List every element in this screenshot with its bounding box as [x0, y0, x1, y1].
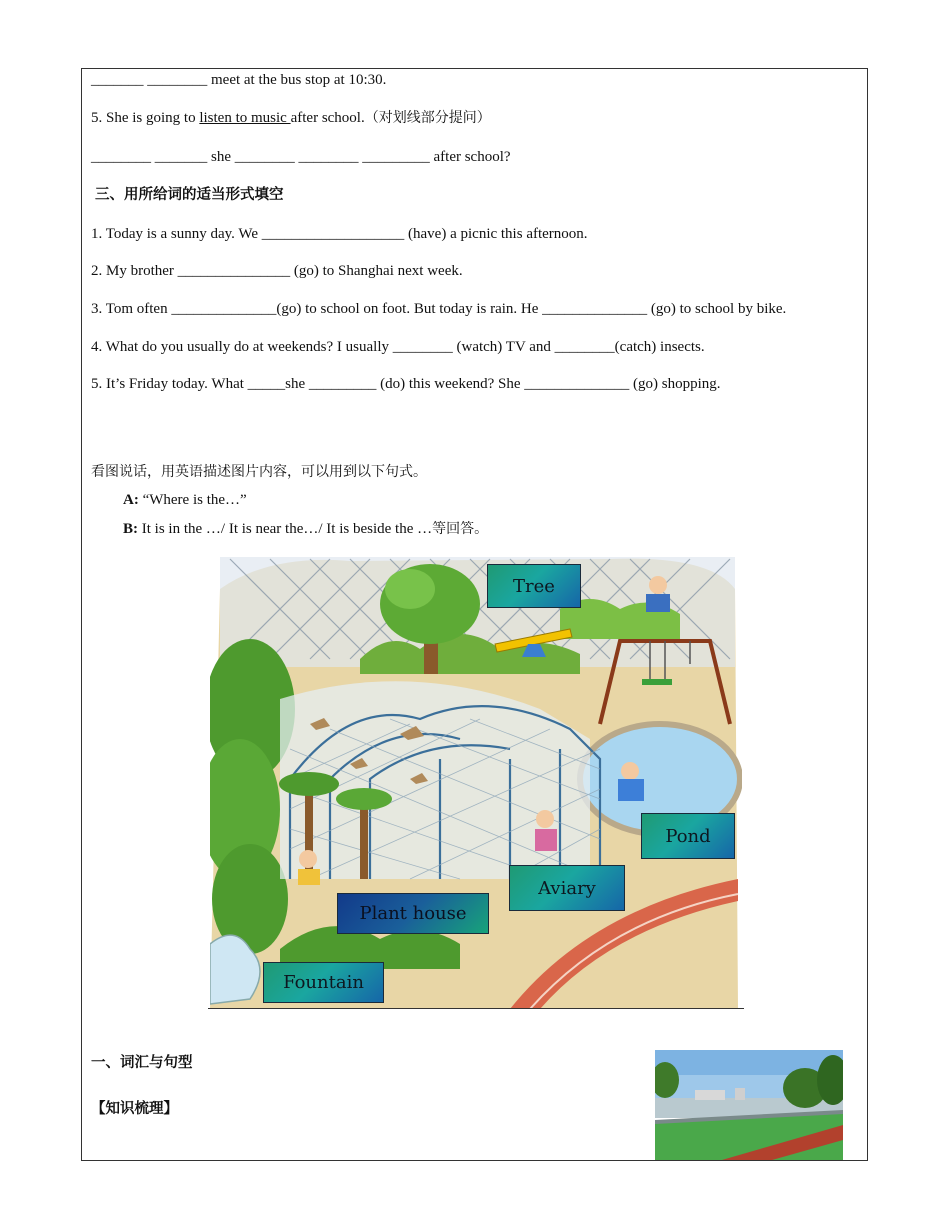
park-photo-drawing — [655, 1050, 843, 1161]
q5-answer-line: ________ _______ she ________ ________ _________ after school? — [91, 149, 511, 165]
section-3-heading: 三、用所给词的适当形式填空 — [95, 187, 284, 203]
worksheet-frame — [81, 68, 868, 1161]
knowledge-summary-heading: 【知识梳理】 — [91, 1101, 178, 1117]
fill-item-5: 5. It’s Friday today. What _____she _________ (do) this weekend? She ______________ (go) shopping. — [91, 376, 721, 392]
q4-answer-line: _______ ________ meet at the bus stop at 10:30. — [91, 72, 387, 88]
park-photo — [655, 1050, 843, 1161]
speaker-b-text: It is in the …/ It is near the…/ It is beside the … — [138, 521, 433, 537]
speaking-instruction: 看图说话，用英语描述图片内容，可以用到以下句式。 — [91, 464, 427, 480]
q5-underlined-phrase: listen to music — [199, 110, 291, 126]
speaker-b-suffix: 等回答。 — [432, 521, 489, 537]
park-scene-drawing — [210, 549, 742, 1009]
speaker-b-label: B: — [123, 521, 138, 537]
section-vocab-heading: 一、词汇与句型 — [91, 1055, 193, 1071]
fill-item-2: 2. My brother _______________ (go) to Shanghai next week. — [91, 263, 463, 279]
label-tree: Tree — [487, 564, 581, 608]
q5-prefix: 5. She is going to — [91, 110, 200, 126]
q5-suffix: after school. — [290, 110, 365, 126]
label-aviary: Aviary — [509, 865, 625, 911]
q5-note: （对划线部分提问） — [364, 110, 491, 126]
dialogue-a — [123, 491, 247, 509]
fill-item-3: 3. Tom often ______________(go) to school on foot. But today is rain. He ______________ (go) to school by bike. — [91, 301, 787, 317]
fill-item-1: 1. Today is a sunny day. We ___________________ (have) a picnic this afternoon. — [91, 226, 588, 242]
label-fountain: Fountain — [263, 962, 384, 1003]
speaker-a-label: A: — [123, 492, 139, 508]
picture-baseline-rule — [208, 1008, 744, 1009]
park-illustration — [210, 549, 742, 1009]
fill-item-4: 4. What do you usually do at weekends? I usually ________ (watch) TV and ________(catch) insects. — [91, 339, 705, 355]
label-pond: Pond — [641, 813, 735, 859]
speaker-a-text: “Where is the…” — [138, 492, 247, 508]
dialogue-b — [123, 520, 488, 538]
label-plant-house: Plant house — [337, 893, 489, 934]
question-5 — [91, 109, 491, 127]
